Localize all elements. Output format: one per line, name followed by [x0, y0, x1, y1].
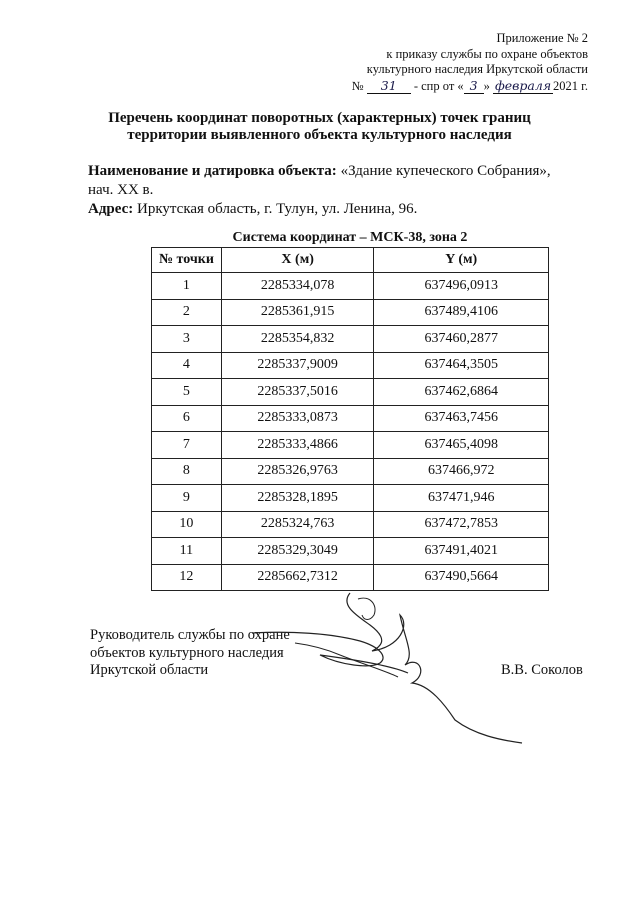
- object-info: [88, 162, 568, 219]
- order-number: 31: [367, 78, 411, 95]
- table-row: [152, 326, 549, 353]
- cell-point-no: 1: [152, 273, 222, 300]
- table-row: [152, 405, 549, 432]
- table-row: [152, 352, 549, 379]
- table-row: [152, 299, 549, 326]
- cell-x: 2285328,1895: [221, 485, 374, 512]
- cell-y: 637491,4021: [374, 538, 549, 565]
- table-caption: Система координат – МСК-38, зона 2: [232, 230, 468, 245]
- order-month: февраля: [494, 77, 552, 93]
- cell-y: 637471,946: [374, 485, 549, 512]
- table-header-row: [152, 248, 549, 273]
- table-row: [152, 485, 549, 512]
- cell-x: 2285324,763: [221, 511, 374, 538]
- signer-name: В.В. Соколов: [501, 662, 583, 678]
- cell-point-no: 7: [152, 432, 222, 459]
- cell-x: 2285333,4866: [221, 432, 374, 459]
- object-name-label: Наименование и датировка объекта:: [88, 163, 337, 179]
- table-row: [152, 432, 549, 459]
- appendix-line-2: к приказу службы по охране объектов: [386, 46, 588, 61]
- order-day: 3: [464, 78, 484, 95]
- object-address-row: [88, 200, 568, 219]
- table-body: [152, 273, 549, 591]
- cell-x: 2285337,9009: [221, 352, 374, 379]
- cell-x: 2285361,915: [221, 299, 374, 326]
- handwritten-signature: [230, 585, 540, 745]
- table-row: [152, 273, 549, 300]
- cell-x: 2285337,5016: [221, 379, 374, 406]
- title-line-2: территории выявленного объекта культурного наследия: [127, 127, 512, 143]
- cell-point-no: 4: [152, 352, 222, 379]
- cell-y: 637465,4098: [374, 432, 549, 459]
- cell-point-no: 9: [152, 485, 222, 512]
- order-year: 2021 г.: [553, 78, 588, 93]
- coordinates-table: [151, 247, 549, 591]
- cell-y: 637490,5664: [374, 564, 549, 591]
- object-name-row: [88, 162, 568, 200]
- cell-x: 2285326,9763: [221, 458, 374, 485]
- table-row: [152, 538, 549, 565]
- cell-x: 2285329,3049: [221, 538, 374, 565]
- signer-line-2: объектов культурного наследия: [90, 644, 284, 661]
- order-no-prefix: №: [351, 78, 364, 93]
- appendix-order-line: [352, 78, 588, 95]
- signer-line-3: Иркутской области: [90, 662, 209, 678]
- table-row: [152, 511, 549, 538]
- table-row: [152, 458, 549, 485]
- document-title: [0, 110, 639, 144]
- object-address-value: Иркутская область, г. Тулун, ул. Ленина, 96.: [137, 201, 418, 217]
- cell-x: 2285334,078: [221, 273, 374, 300]
- cell-x: 2285354,832: [221, 326, 374, 353]
- header-y: Y (м): [374, 248, 549, 273]
- cell-point-no: 5: [152, 379, 222, 406]
- cell-x: 2285662,7312: [221, 564, 374, 591]
- order-spr-text: - спр от «: [413, 78, 464, 93]
- order-quote-close: »: [483, 78, 490, 93]
- signer-line-1: Руководитель службы по охране: [90, 627, 290, 643]
- cell-point-no: 2: [152, 299, 222, 326]
- cell-y: 637464,3505: [374, 352, 549, 379]
- cell-x: 2285333,0873: [221, 405, 374, 432]
- cell-point-no: 3: [152, 326, 222, 353]
- cell-point-no: 8: [152, 458, 222, 485]
- appendix-line-1: Приложение № 2: [496, 31, 588, 45]
- appendix-line-3: культурного наследия Иркутской области: [366, 62, 588, 76]
- cell-y: 637489,4106: [374, 299, 549, 326]
- header-point-no: № точки: [152, 248, 222, 273]
- appendix-header: [352, 31, 588, 94]
- cell-point-no: 10: [152, 511, 222, 538]
- title-line-1: Перечень координат поворотных (характерных) точек границ: [108, 110, 531, 126]
- header-x: X (м): [221, 248, 374, 273]
- cell-point-no: 6: [152, 405, 222, 432]
- cell-y: 637460,2877: [374, 326, 549, 353]
- object-name-value: «Здание купеческого Собрания», нач. XX в.: [88, 163, 551, 198]
- cell-point-no: 12: [152, 564, 222, 591]
- cell-y: 637466,972: [374, 458, 549, 485]
- cell-y: 637496,0913: [374, 273, 549, 300]
- table-row: [152, 379, 549, 406]
- cell-y: 637462,6864: [374, 379, 549, 406]
- cell-y: 637472,7853: [374, 511, 549, 538]
- cell-point-no: 11: [152, 538, 222, 565]
- cell-y: 637463,7456: [374, 405, 549, 432]
- object-address-label: Адрес:: [88, 201, 134, 217]
